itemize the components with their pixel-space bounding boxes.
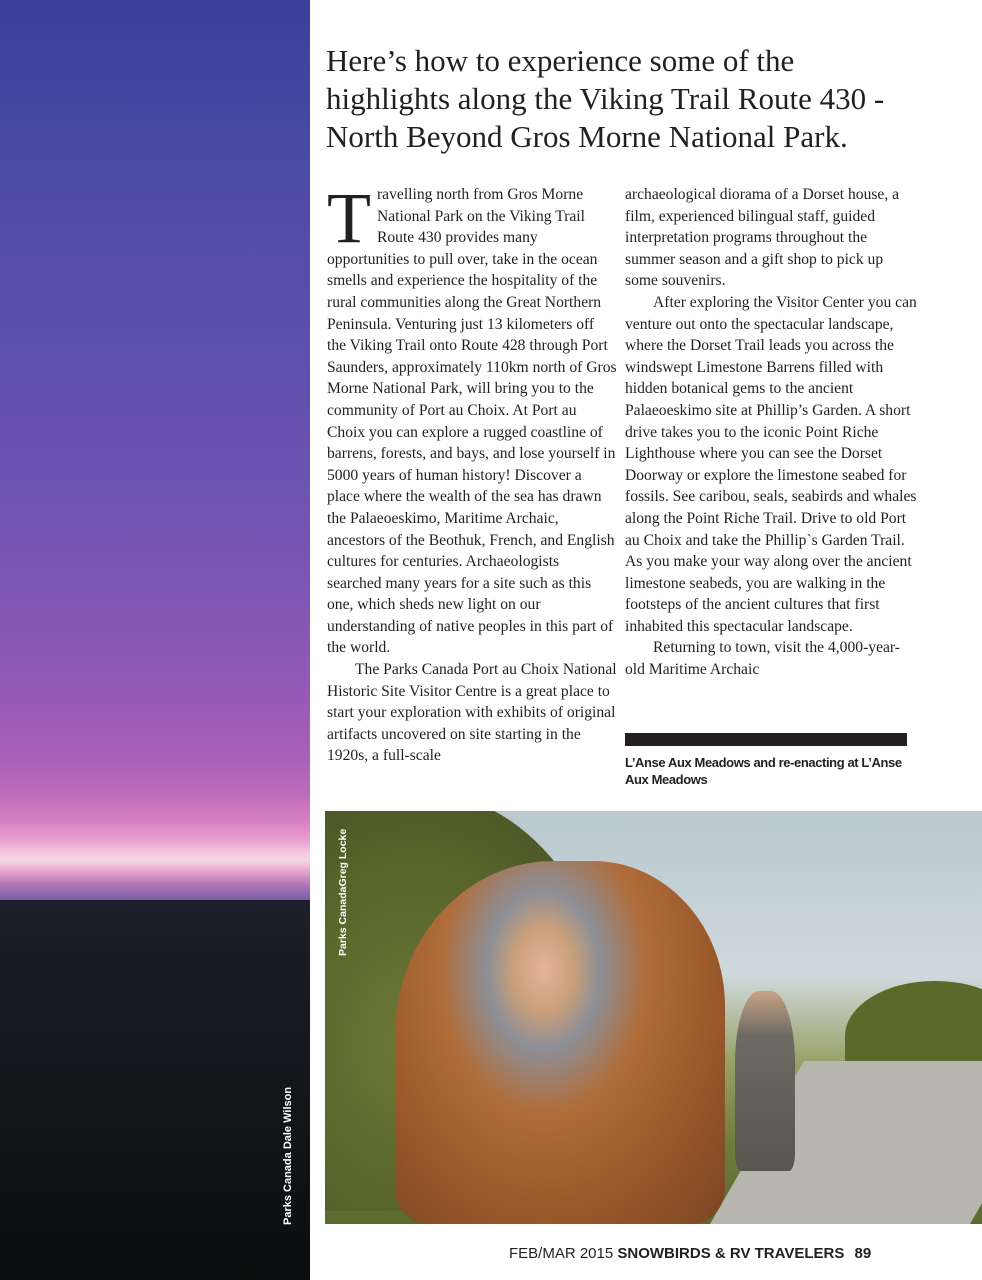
photo-caption: L’Anse Aux Meadows and re-enacting at L’Anse Aux Meadows bbox=[625, 755, 902, 787]
grass-silhouette bbox=[0, 900, 310, 1280]
paragraph-1 bbox=[327, 178, 617, 659]
paragraph-4: After exploring the Visitor Center you can venture out onto the spectacular landscape, where the Dorset Trail leads you across the windswept Limestone Barrens filled with hidden botanical gems to the ancient Palaeoeskimo site at Phillip’s Garden. A short drive takes you to the iconic Point Riche Lighthouse where you can see the Dorset Doorway or explore the limestone seabed for fossils. See caribou, seals, seabirds and whales along the Point Riche Trail. Drive to old Port au Choix and take the Phillip`s Garden Trail. As you make your way along over the ancient limestone seabeds, you are walking in the footsteps of the ancient cultures that first inhabited this spectacular landscape. bbox=[625, 293, 917, 635]
reenactor-man bbox=[735, 991, 795, 1171]
paragraph-2: The Parks Canada Port au Choix National Historic Site Visitor Centre is a great place to start your exploration with exhibits of original artifacts uncovered on site starting in the 1920s, a full-scale bbox=[327, 661, 617, 765]
photo-credit-left: Parks Canada Dale Wilson bbox=[282, 1086, 294, 1225]
magazine-name: SNOWBIRDS & RV TRAVELERS bbox=[617, 1245, 845, 1262]
drop-cap: T bbox=[327, 178, 371, 258]
issue-date: FEB/MAR 2015 bbox=[509, 1245, 614, 1262]
photo-credit-bottom: Parks CanadaGreg Locke bbox=[337, 828, 349, 956]
paragraph-5: Returning to town, visit the 4,000-year-old Maritime Archaic bbox=[625, 639, 900, 679]
headline: Here’s how to experience some of the highlights along the Viking Trail Route 430 - North Beyond Gros Morne National Park. bbox=[326, 43, 885, 154]
page-footer bbox=[509, 1245, 871, 1262]
sunset-photo bbox=[0, 0, 310, 1280]
caption-rule bbox=[625, 733, 907, 746]
viking-reenactment-photo bbox=[325, 811, 982, 1224]
article-column-2 bbox=[625, 184, 917, 681]
page-number: 89 bbox=[854, 1245, 872, 1262]
reenactor-woman bbox=[395, 861, 725, 1224]
paragraph-1-text: ravelling north from Gros Morne National Park on the Viking Trail Route 430 provides many opportunities to pull over, take in the ocean smells and experience the hospitality of the rural communities along the Great Northern Peninsula. Venturing just 13 kilometers off the Viking Trail onto Route 428 through Port Saunders, approximately 110km north of Gros Morne National Park, will bring you to the community of Port au Choix. At Port au Choix you can explore a rugged coastline of barrens, forests, and bays, and lose yourself in 5000 years of human history! Discover a place where the wealth of the sea has drawn the Palaeoeskimo, Maritime Archaic, ancestors of the Beothuk, French, and English cultures for centuries. Archaeologists searched many years for a site such as this one, which sheds new light on our understanding of native peoples in this part of the world. bbox=[327, 186, 617, 657]
article-column-1 bbox=[327, 178, 617, 767]
paragraph-3: archaeological diorama of a Dorset house, a film, experienced bilingual staff, guided interpretation programs throughout the summer season and a gift shop to pick up some souvenirs. bbox=[625, 186, 900, 290]
